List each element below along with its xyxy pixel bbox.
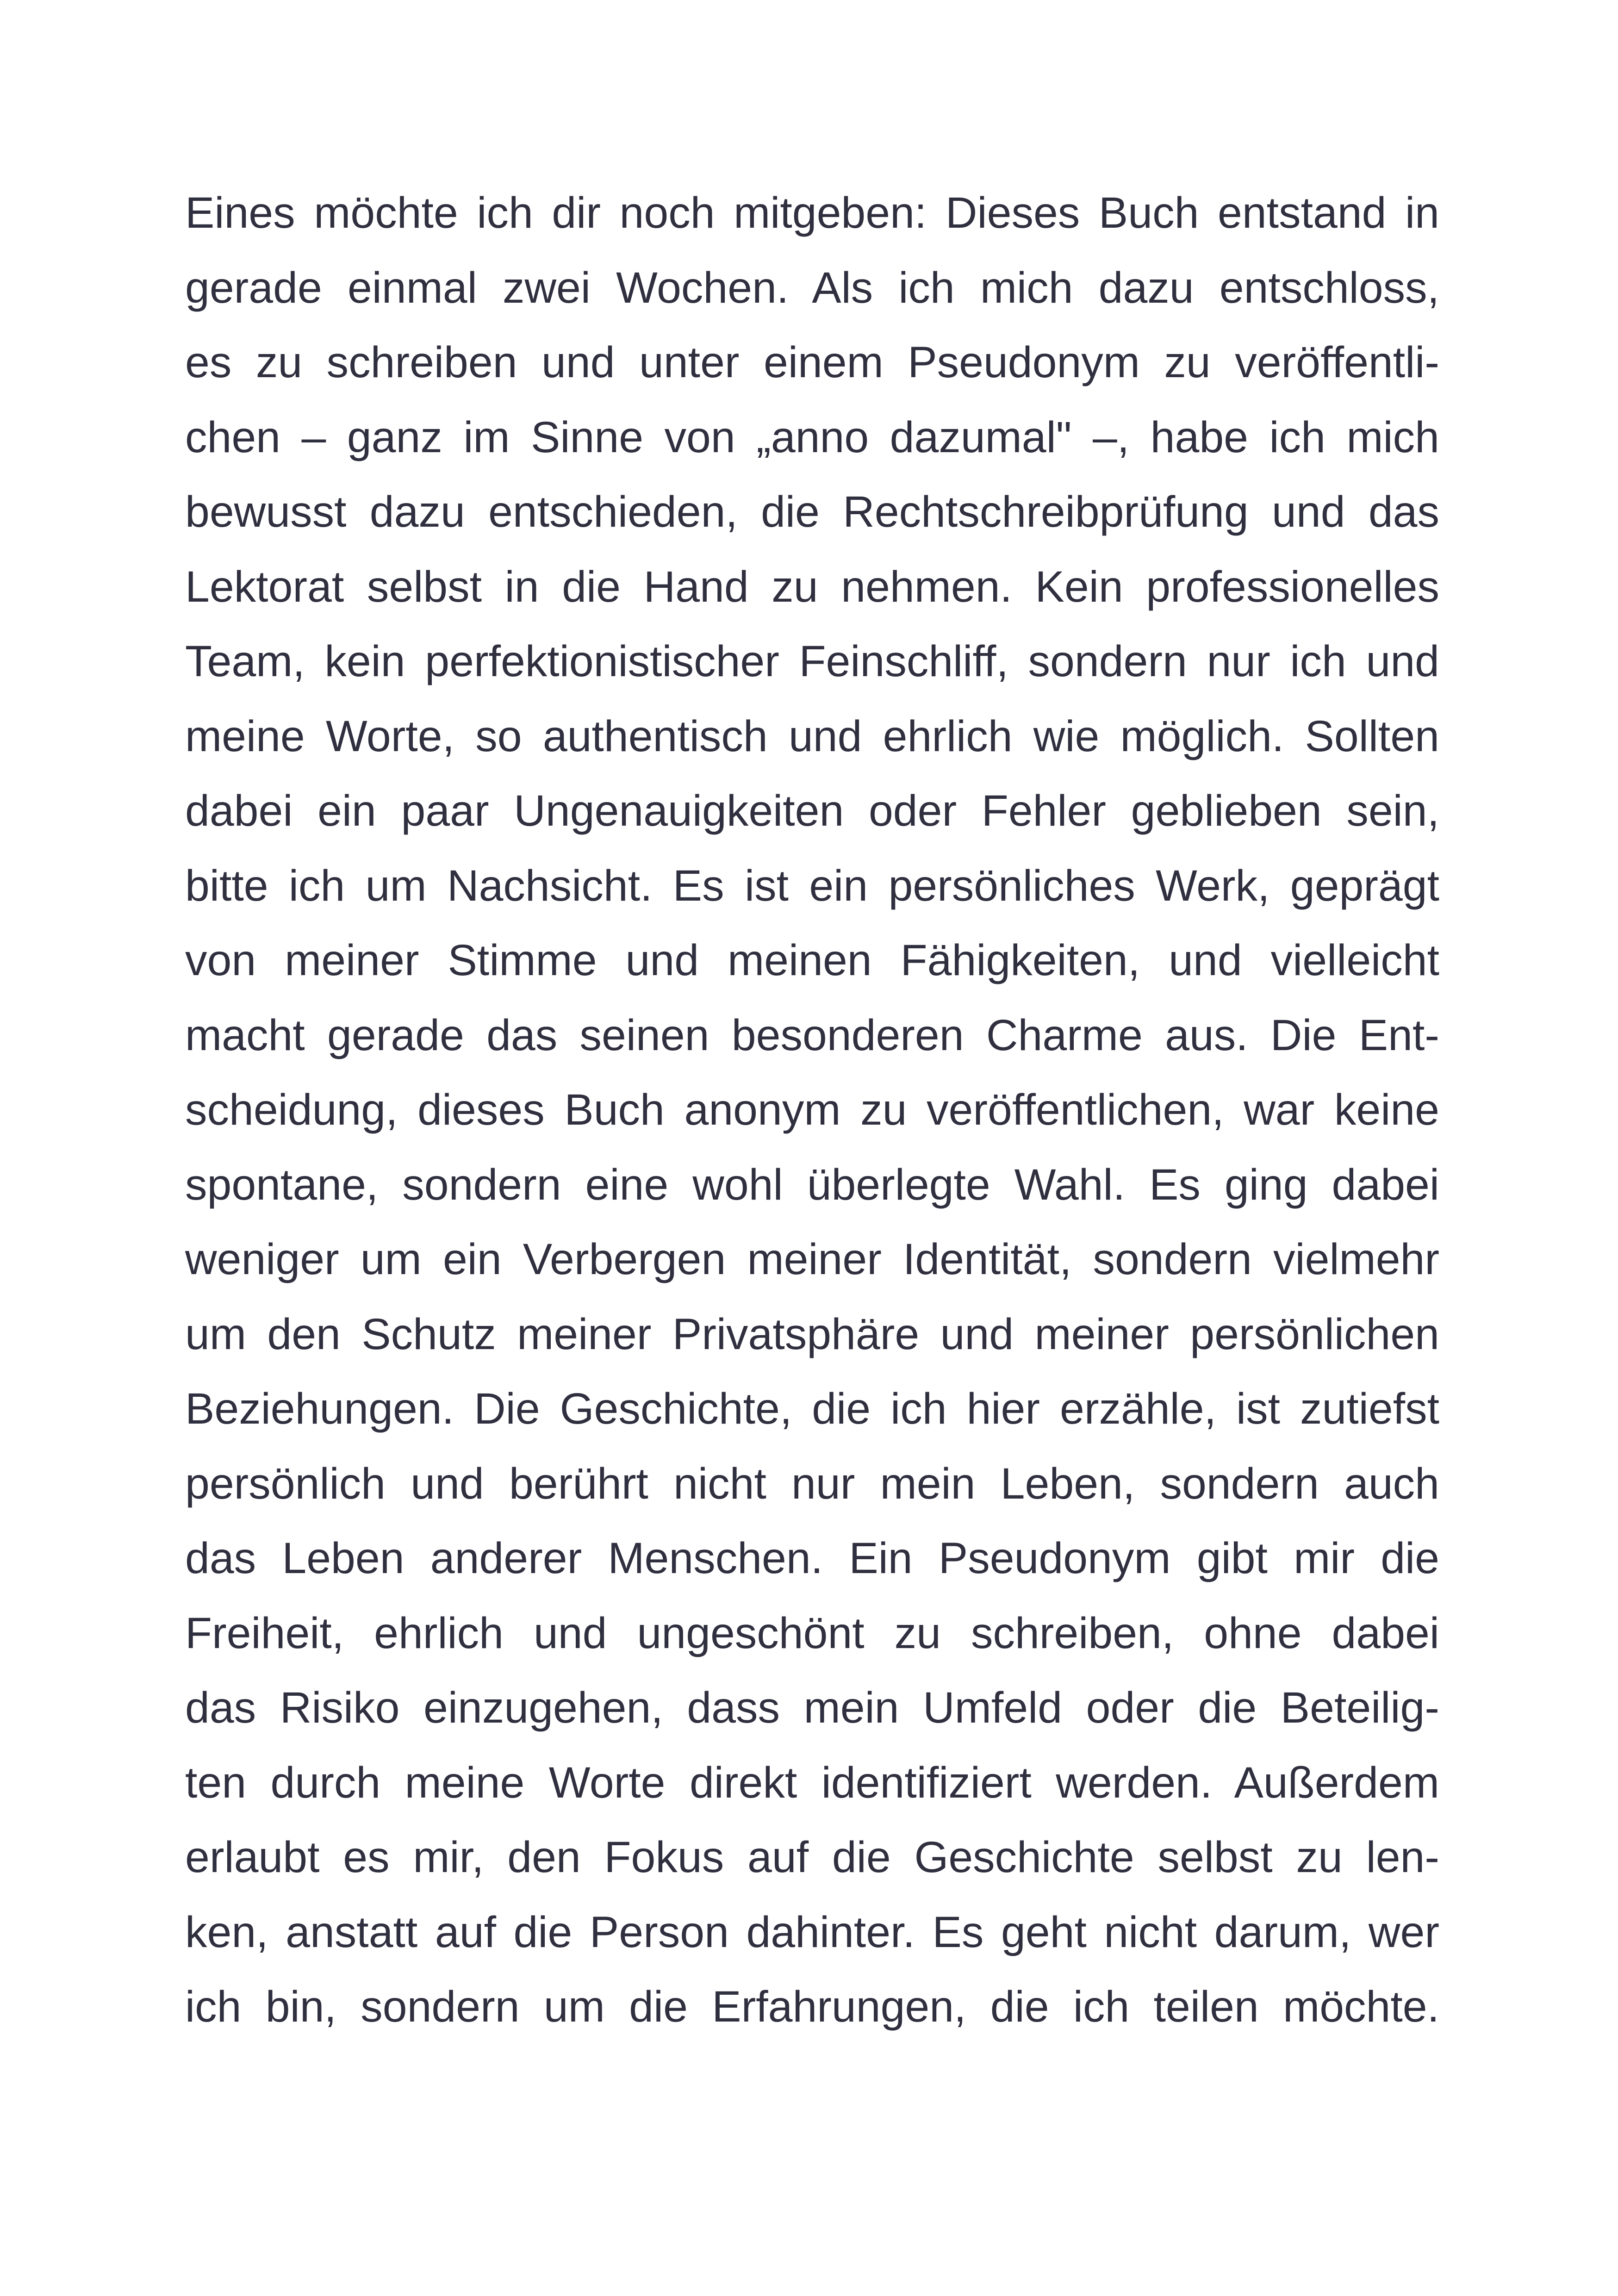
text-line: spontane, sondern eine wohl überlegte Wahl. Es ging dabei bbox=[185, 1160, 1439, 1209]
text-line: gerade einmal zwei Wochen. Als ich mich dazu entschloss, bbox=[185, 263, 1439, 312]
text-line: bewusst dazu entschieden, die Rechtschreibprüfung und das bbox=[185, 487, 1439, 536]
text-line: ten durch meine Worte direkt identifiziert werden. Außerdem bbox=[185, 1758, 1439, 1807]
text-line: das Risiko einzugehen, dass mein Umfeld oder die Beteilig- bbox=[185, 1683, 1439, 1732]
text-line: erlaubt es mir, den Fokus auf die Geschichte selbst zu len- bbox=[185, 1833, 1439, 1882]
text-line: dabei ein paar Ungenauigkeiten oder Fehler geblieben sein, bbox=[185, 786, 1439, 835]
text-line: bitte ich um Nachsicht. Es ist ein persönliches Werk, geprägt bbox=[185, 861, 1439, 910]
text-line: Team, kein perfektionistischer Feinschliff, sondern nur ich und bbox=[185, 637, 1439, 686]
text-line: Freiheit, ehrlich und ungeschönt zu schreiben, ohne dabei bbox=[185, 1608, 1439, 1658]
text-line: es zu schreiben und unter einem Pseudonym zu veröffentli- bbox=[185, 338, 1439, 387]
text-line: meine Worte, so authentisch und ehrlich wie möglich. Sollten bbox=[185, 711, 1439, 761]
body-paragraph bbox=[185, 176, 1439, 2045]
text-line: persönlich und berührt nicht nur mein Leben, sondern auch bbox=[185, 1459, 1439, 1508]
text-line: Eines möchte ich dir noch mitgeben: Dieses Buch entstand in bbox=[185, 188, 1439, 237]
text-line: ken, anstatt auf die Person dahinter. Es geht nicht darum, wer bbox=[185, 1907, 1439, 1957]
text-line: das Leben anderer Menschen. Ein Pseudonym gibt mir die bbox=[185, 1534, 1439, 1583]
text-line: ich bin, sondern um die Erfahrungen, die ich teilen möchte. bbox=[185, 1982, 1439, 2031]
text-line: um den Schutz meiner Privatsphäre und meiner persönlichen bbox=[185, 1309, 1439, 1359]
text-line: von meiner Stimme und meinen Fähigkeiten, und vielleicht bbox=[185, 936, 1439, 985]
text-line: Lektorat selbst in die Hand zu nehmen. Kein professionelles bbox=[185, 562, 1439, 611]
text-line: macht gerade das seinen besonderen Charme aus. Die Ent- bbox=[185, 1010, 1439, 1060]
text-line: chen – ganz im Sinne von „anno dazumal" –, habe ich mich bbox=[185, 412, 1439, 462]
text-line: scheidung, dieses Buch anonym zu veröffentlichen, war keine bbox=[185, 1085, 1439, 1134]
text-line: weniger um ein Verbergen meiner Identität, sondern vielmehr bbox=[185, 1235, 1439, 1284]
text-line: Beziehungen. Die Geschichte, die ich hier erzähle, ist zutiefst bbox=[185, 1384, 1439, 1433]
